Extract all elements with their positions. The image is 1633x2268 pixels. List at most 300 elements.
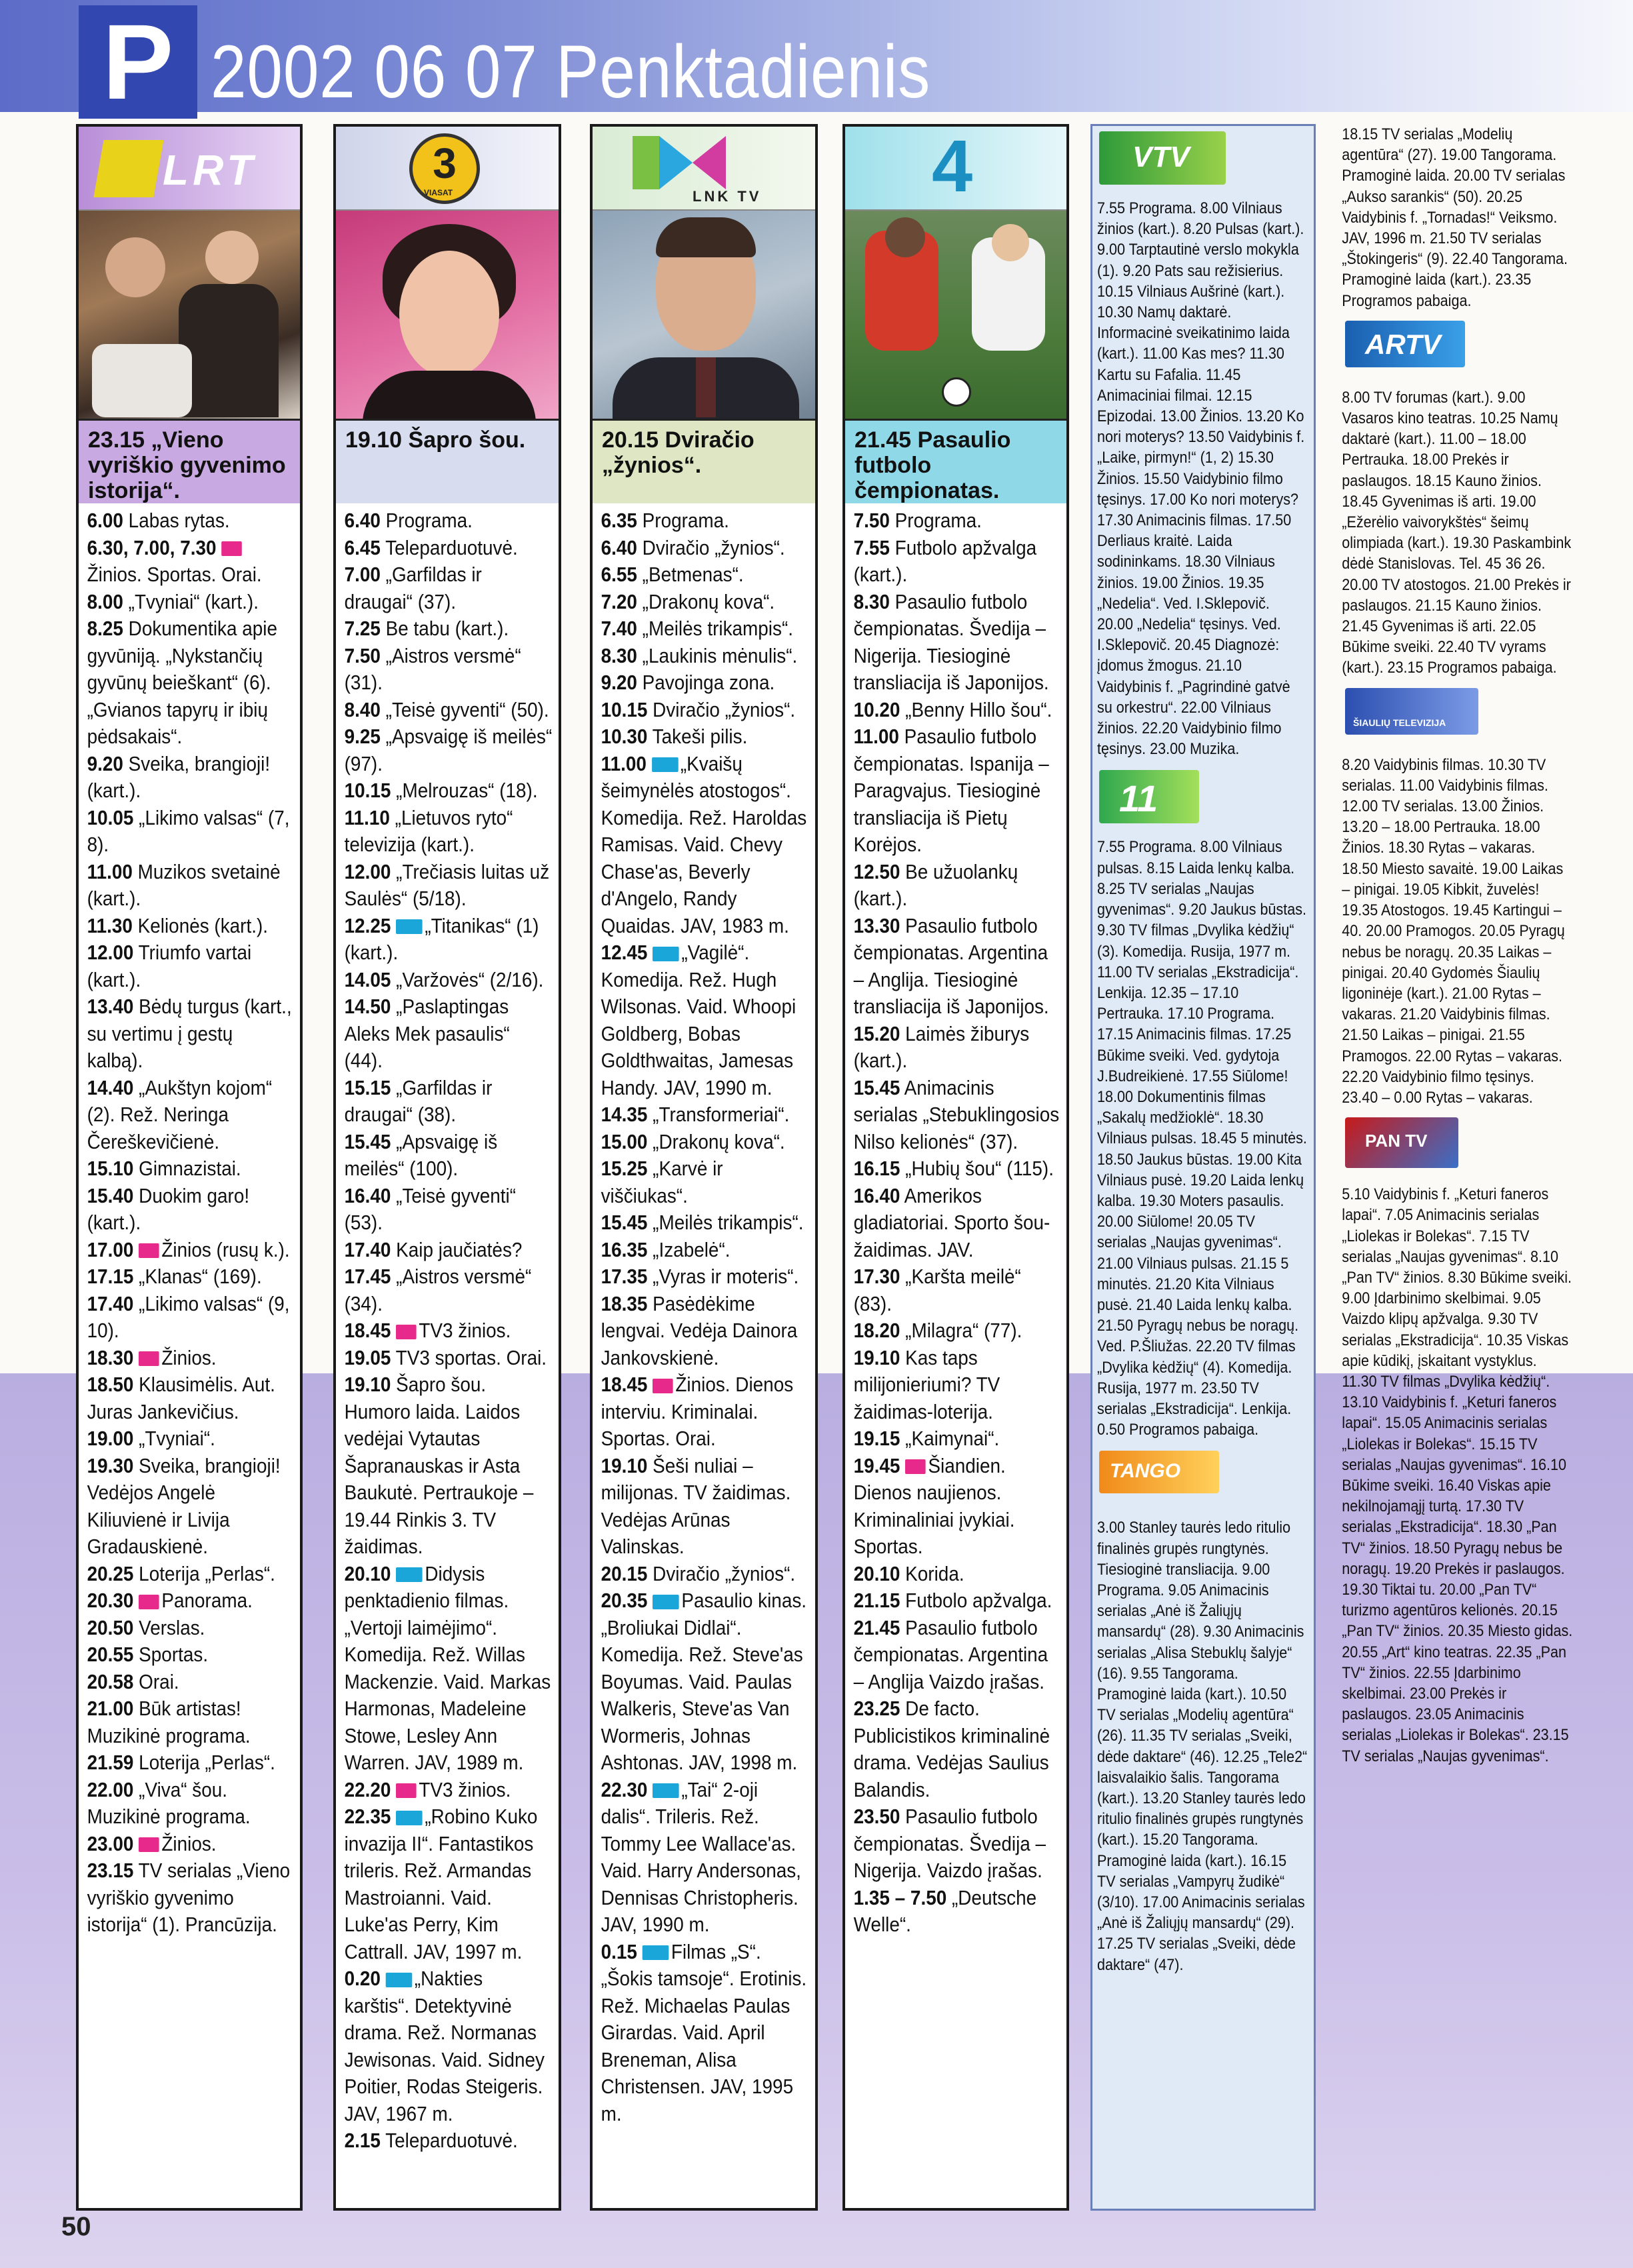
schedule-time: 19.10 bbox=[853, 1345, 900, 1369]
schedule-item bbox=[345, 859, 553, 913]
schedule-time: 17.45 bbox=[344, 1265, 391, 1288]
schedule-item bbox=[601, 535, 809, 562]
schedule-title: „Viva“ šou. Muzikinė programa. bbox=[87, 1777, 251, 1828]
schedule-item bbox=[854, 1803, 1060, 1885]
schedule-item bbox=[601, 1155, 809, 1209]
schedule-item bbox=[854, 1345, 1060, 1426]
schedule-item bbox=[87, 751, 294, 805]
schedule-title: „Aistros versmė“ (34). bbox=[344, 1265, 532, 1315]
schedule-title: Laimės žiburys (kart.). bbox=[853, 1021, 1030, 1072]
schedule-time: 10.05 bbox=[87, 805, 134, 829]
schedule-item bbox=[87, 1777, 294, 1831]
schedule-item bbox=[345, 507, 553, 535]
schedule-title: Sveika, brangioji! (kart.). bbox=[87, 751, 271, 802]
ltv11-logo-text: 11 bbox=[1119, 777, 1158, 820]
lrt-photo bbox=[79, 211, 300, 421]
schedule-item bbox=[87, 1587, 294, 1615]
schedule-time: 17.00 bbox=[87, 1237, 134, 1261]
schedule-title: „Vagilė“. Komedija. Rež. Hugh Wilsonas. Vaid. Whoopi Goldberg, Bobas Goldthwaitas, Jamesas Handy. JAV, 1990 m. bbox=[601, 941, 797, 1099]
schedule-item bbox=[854, 859, 1060, 913]
schedule-time: 18.20 bbox=[853, 1319, 900, 1342]
schedule-title: Kas taps milijonieriumi? TV žaidimas-loterija. bbox=[853, 1345, 1000, 1423]
schedule-time: 20.50 bbox=[87, 1615, 134, 1639]
schedule-title: Animacinis serialas „Stebuklingosios Nilso kelionės“ (37). bbox=[853, 1075, 1060, 1153]
schedule-item bbox=[601, 669, 809, 697]
schedule-title: „Likimo valsas“ (9, 10). bbox=[87, 1291, 290, 1342]
tv4-highlight: 21.45 Pasaulio futbolo čempionatas. bbox=[845, 421, 1066, 503]
schedule-time: 12.00 bbox=[344, 859, 391, 883]
schedule-title: Be tabu (kart.). bbox=[385, 617, 509, 640]
schedule-item bbox=[601, 1453, 809, 1561]
schedule-item bbox=[854, 1155, 1060, 1183]
vtv-logo bbox=[1092, 131, 1314, 191]
schedule-title: Programa. bbox=[642, 509, 729, 532]
schedule-item bbox=[345, 1075, 553, 1129]
schedule-item bbox=[87, 859, 294, 913]
schedule-title: „Izabelė“. bbox=[653, 1237, 731, 1261]
schedule-title: Orai. bbox=[139, 1669, 179, 1693]
schedule-title: TV serialas „Vieno vyriškio gyvenimo istorija“ (1). Prancūzija. bbox=[87, 1859, 291, 1936]
schedule-time: 0.20 bbox=[344, 1967, 381, 1990]
schedule-time: 7.50 bbox=[344, 643, 381, 667]
schedule-title: Pasaulio futbolo čempionatas. Argentina – Anglija. Tiesioginė transliacija iš Japonijos. bbox=[853, 913, 1049, 1018]
schedule-item bbox=[601, 1129, 809, 1156]
schedule-item bbox=[854, 507, 1060, 535]
film-mark-icon bbox=[653, 1783, 679, 1798]
regional-column-2 bbox=[1338, 124, 1578, 2211]
schedule-item bbox=[87, 1695, 294, 1749]
schedule-time: 15.10 bbox=[87, 1157, 134, 1180]
schedule-item bbox=[87, 1075, 294, 1156]
schedule-title: „Karšta meilė“ (83). bbox=[853, 1265, 1021, 1315]
schedule-title: Šiandien. Dienos naujienos. Kriminaliniai įvykiai. Sportas. bbox=[853, 1453, 1015, 1558]
schedule-item bbox=[854, 1021, 1060, 1075]
schedule-item bbox=[87, 1183, 294, 1237]
schedule-title: Dviračio „žynios“. bbox=[642, 535, 785, 559]
schedule-title: „Kaimynai“. bbox=[905, 1427, 1000, 1450]
schedule-title: Muzikos svetainė (kart.). bbox=[87, 859, 281, 910]
schedule-title: „Teisė gyventi“ (53). bbox=[344, 1183, 517, 1234]
schedule-item bbox=[601, 1263, 809, 1291]
schedule-item bbox=[345, 643, 553, 697]
schedule-item bbox=[345, 723, 553, 777]
schedule-item bbox=[87, 1615, 294, 1642]
regional-column-1 bbox=[1090, 124, 1316, 2211]
schedule-item bbox=[87, 1857, 294, 1939]
schedule-item bbox=[601, 561, 809, 589]
schedule-time: 12.00 bbox=[87, 941, 134, 964]
schedule-title: Šeši nuliai – milijonas. TV žaidimas. Vedėjas Arūnas Valinskas. bbox=[601, 1453, 791, 1558]
schedule-title: „Apsvaigę iš meilės“ (97). bbox=[344, 725, 553, 775]
schedule-title: Būk artistas! Muzikinė programa. bbox=[87, 1697, 251, 1747]
tango-schedule-cont: 18.15 TV serialas „Modelių agentūra“ (27). 19.00 Tangorama. Pramoginė laida. 20.00 TV serialas „Aukso sarankis“ (50). 20.25 Vaidybinis f. „Tornadas!“ Veiksmo. JAV, 1996 m. 21.50 TV serialas „Štokingeris“ (9). 22.40 Tangorama. Pramoginė laida (kart.). 23.35 Programos pabaiga. bbox=[1342, 125, 1568, 310]
schedule-title: TV3 žinios. bbox=[419, 1319, 511, 1342]
schedule-title: Šapro šou. Humoro laida. Laidos vedėjai Vytautas Šapranauskas ir Asta Baukutė. Pertraukoje – 19.44 Rinkis 3. TV žaidimas. bbox=[344, 1373, 534, 1558]
schedule-time: 6.30, 7.00, 7.30 bbox=[87, 535, 217, 559]
schedule-item bbox=[601, 1371, 809, 1453]
schedule-item bbox=[854, 1695, 1060, 1803]
schedule-title: TV3 sportas. Orai. bbox=[395, 1345, 547, 1369]
schedule-time: 14.40 bbox=[87, 1075, 134, 1099]
schedule-item bbox=[345, 1777, 553, 1804]
schedule-item bbox=[87, 1641, 294, 1669]
tv3-logo-sub: VIASAT bbox=[424, 188, 453, 197]
schedule-time: 2.15 bbox=[344, 2129, 381, 2152]
schedule-item bbox=[854, 1453, 1060, 1561]
schedule-item bbox=[854, 1425, 1060, 1453]
lnk-logo-text: LNK TV bbox=[693, 188, 762, 205]
schedule-title: Futbolo apžvalga. bbox=[905, 1589, 1052, 1612]
schedule-title: Teleparduotuvė. bbox=[385, 535, 518, 559]
schedule-time: 18.45 bbox=[601, 1373, 648, 1396]
schedule-time: 20.25 bbox=[87, 1561, 134, 1585]
schedule-time: 11.10 bbox=[344, 805, 390, 829]
schedule-time: 7.40 bbox=[601, 617, 637, 640]
channel-column-lnk bbox=[590, 124, 818, 2211]
schedule-title: Sveika, brangioji! Vedėjos Angelė Kiliuvienė ir Livija Gradauskienė. bbox=[87, 1453, 281, 1558]
tv3-highlight: 19.10 Šapro šou. bbox=[336, 421, 559, 503]
schedule-time: 20.10 bbox=[853, 1561, 900, 1585]
news-mark-icon bbox=[221, 541, 242, 556]
schedule-time: 21.15 bbox=[853, 1589, 900, 1612]
schedule-item bbox=[854, 1183, 1060, 1264]
artv-logo-text: ARTV bbox=[1365, 328, 1441, 360]
schedule-time: 14.50 bbox=[344, 995, 391, 1018]
schedule-title: „Garfildas ir draugai“ (38). bbox=[344, 1075, 493, 1126]
schedule-item bbox=[601, 507, 809, 535]
schedule-time: 0.15 bbox=[601, 1939, 637, 1963]
schedule-item bbox=[345, 1561, 553, 1777]
schedule-time: 21.45 bbox=[853, 1615, 900, 1639]
vtv-schedule: 7.55 Programa. 8.00 Vilniaus žinios (kart.). 8.20 Pulsas (kart.). 9.00 Tarptautinė verslo mokykla (1). 9.20 Pats sau režisierius. 10.15 Vilniaus Aušrinė (kart.). 10.30 Namų daktarė. Informacinė sveikatinimo laida (kart.). 11.00 Kas mes? 11.30 Kartu su Fafalia. 11.45 Animaciniai filmai. 12.15 Epizodai. 13.00 Žinios. 13.20 Ko nori moterys? 13.50 Vaidybinis f. „Laike, pirmyn!“ (1, 2) 15.30 Žinios. 15.50 Vaidybinio filmo tęsinys. 17.00 Ko nori moterys? 17.30 Animacinis filmas. 17.50 Derliaus kraitė. Laida sodininkams. 18.30 Vilniaus žinios. 19.00 Žinios. 19.35 „Nedelia“. Ved. I.Sklepovič. 20.00 „Nedelia“ tęsinys. Ved. I.Sklepovič. 20.45 Diagnozė: įdomus žmogus. 21.10 Vaidybinis f. „Pagrindinė gatvė su orkestru“. 22.00 Vilniaus žinios. 22.20 Vaidybinio filmo tęsinys. 23.00 Muzika. bbox=[1097, 199, 1305, 759]
schedule-item bbox=[345, 805, 553, 859]
schedule-time: 21.59 bbox=[87, 1751, 134, 1774]
schedule-item bbox=[87, 1237, 294, 1264]
schedule-title: Verslas. bbox=[139, 1615, 205, 1639]
schedule-time: 12.45 bbox=[601, 941, 648, 964]
schedule-time: 6.00 bbox=[87, 509, 123, 532]
schedule-title: „Tvyniai“. bbox=[139, 1427, 215, 1450]
schedule-item bbox=[854, 589, 1060, 697]
schedule-title: „Kvaišų šeimynėlės atostogos“. Komedija. Rež. Haroldas Ramisas. Vaid. Chevy Chase'as, Beverly d'Angelo, Randy Quaidas. JAV, 1983 m. bbox=[601, 751, 807, 937]
schedule-time: 20.35 bbox=[601, 1589, 648, 1612]
schedule-title: Dviračio „žynios“. bbox=[653, 1561, 796, 1585]
schedule-item bbox=[601, 1291, 809, 1372]
stv-logo-text: ŠIAULIŲ TELEVIZIJA bbox=[1353, 717, 1446, 728]
schedule-time: 17.30 bbox=[853, 1265, 900, 1288]
schedule-time: 20.10 bbox=[344, 1561, 391, 1585]
schedule-title: TV3 žinios. bbox=[419, 1777, 511, 1801]
schedule-item bbox=[601, 589, 809, 616]
schedule-time: 18.50 bbox=[87, 1373, 134, 1396]
schedule-title: „Aistros versmė“ (31). bbox=[344, 643, 521, 694]
schedule-time: 8.30 bbox=[853, 589, 890, 613]
schedule-item bbox=[87, 1425, 294, 1453]
schedule-title: „Milagra“ (77). bbox=[905, 1319, 1022, 1342]
schedule-item bbox=[854, 913, 1060, 1021]
schedule-item bbox=[601, 615, 809, 643]
schedule-item bbox=[345, 1317, 553, 1345]
schedule-title: Dokumentika apie gyvūniją. „Nykstančių gyvūnų beieškant“ (6). „Gvianos tapyrų ir ibių pėdsakais“. bbox=[87, 617, 277, 748]
schedule-title: „Apsvaigę iš meilės“ (100). bbox=[344, 1129, 498, 1180]
schedule-time: 7.20 bbox=[601, 589, 637, 613]
schedule-item bbox=[854, 723, 1060, 859]
schedule-title: Amerikos gladiatoriai. Sporto šou-žaidimas. JAV. bbox=[853, 1183, 1050, 1261]
schedule-item bbox=[601, 939, 809, 1101]
schedule-item bbox=[87, 589, 294, 616]
schedule-time: 9.20 bbox=[601, 671, 637, 694]
schedule-item bbox=[345, 1803, 553, 1965]
lrt-logo bbox=[79, 127, 300, 211]
schedule-time: 10.30 bbox=[601, 725, 648, 748]
page-title: 2002 06 07 Penktadienis bbox=[211, 30, 931, 113]
tango-logo-text: TANGO bbox=[1110, 1460, 1181, 1483]
schedule-title: Teleparduotuvė. bbox=[385, 2129, 518, 2152]
schedule-time: 23.50 bbox=[853, 1805, 900, 1828]
news-mark-icon bbox=[139, 1595, 159, 1609]
schedule-time: 19.30 bbox=[87, 1453, 134, 1477]
schedule-time: 10.20 bbox=[853, 697, 900, 721]
schedule-item bbox=[345, 1345, 553, 1372]
schedule-time: 10.15 bbox=[601, 697, 648, 721]
news-mark-icon bbox=[139, 1837, 159, 1852]
schedule-time: 20.58 bbox=[87, 1669, 134, 1693]
lnk-highlight: 20.15 Dviračio „žynios“. bbox=[593, 421, 815, 503]
schedule-title: Pasaulio futbolo čempionatas. Švedija – Nigerija. Vaizdo įrašas. bbox=[853, 1805, 1046, 1882]
schedule-time: 17.40 bbox=[87, 1291, 134, 1315]
schedule-title: Programa. bbox=[894, 509, 982, 532]
schedule-title: Loterija „Perlas“. bbox=[139, 1751, 275, 1774]
stv-logo bbox=[1338, 688, 1578, 748]
schedule-time: 17.40 bbox=[344, 1237, 391, 1261]
schedule-item bbox=[87, 615, 294, 751]
schedule-title: Kaip jaučiatės? bbox=[396, 1237, 523, 1261]
news-mark-icon bbox=[905, 1459, 926, 1474]
schedule-title: Pasaulio futbolo čempionatas. Ispanija – Paragvajus. Tiesioginė transliacija iš Pietų Korėjos. bbox=[853, 725, 1049, 856]
page-number: 50 bbox=[61, 2212, 91, 2241]
schedule-time: 8.25 bbox=[87, 617, 123, 640]
schedule-title: Loterija „Perlas“. bbox=[139, 1561, 275, 1585]
schedule-time: 19.10 bbox=[601, 1453, 648, 1477]
schedule-item bbox=[601, 1777, 809, 1939]
artv-schedule: 8.00 TV forumas (kart.). 9.00 Vasaros kino teatras. 10.25 Namų daktarė (kart.). 11.00 – 18.00 Pertrauka. 18.00 Prekės ir paslaugos. 18.15 Kauno žinios. 18.45 Gyvenimas iš arti. 19.00 „Ežerėlio vaivorykštės“ šeimų olimpiada (kart.). 19.30 Paskambink dėdė Stanislovas. Tel. 45 36 26. 20.00 TV atostogos. 21.00 Prekės ir paslaugos. 21.15 Kauno žinios. 21.45 Gyvenimas iš arti. 22.05 Būkime sveiki. 22.40 TV vyrams (kart.). 23.15 Programos pabaiga. bbox=[1342, 388, 1572, 677]
schedule-item bbox=[601, 1209, 809, 1237]
tv4-logo bbox=[845, 127, 1066, 211]
schedule-item bbox=[601, 643, 809, 670]
schedule-time: 11.00 bbox=[601, 751, 647, 775]
schedule-title: „Likimo valsas“ (7, 8). bbox=[87, 805, 290, 856]
schedule-item bbox=[87, 1371, 294, 1425]
schedule-title: Be užuolankų (kart.). bbox=[853, 859, 1018, 910]
schedule-title: „Meilės trikampis“. bbox=[653, 1211, 804, 1234]
schedule-item bbox=[345, 615, 553, 643]
tv3-schedule bbox=[336, 503, 559, 2155]
schedule-title: „Meilės trikampis“. bbox=[642, 617, 793, 640]
schedule-time: 8.40 bbox=[344, 697, 381, 721]
schedule-title: „Titanikas“ (1) (kart.). bbox=[344, 913, 539, 964]
schedule-title: Bėdų turgus (kart., su vertimu į gestų kalbą). bbox=[87, 995, 292, 1072]
schedule-title: Gimnazistai. bbox=[139, 1157, 241, 1180]
schedule-item bbox=[87, 1669, 294, 1696]
schedule-item bbox=[87, 507, 294, 535]
schedule-title: Pasėdėkime lengvai. Vedėja Dainora Jankovskienė. bbox=[601, 1291, 798, 1369]
schedule-title: Žinios. bbox=[161, 1345, 217, 1369]
schedule-title: „Nakties karštis“. Detektyvinė drama. Rež. Normanas Jewisonas. Vaid. Sidney Poitier, Rodas Steigeris. JAV, 1967 m. bbox=[344, 1967, 545, 2125]
schedule-time: 7.25 bbox=[344, 617, 381, 640]
schedule-time: 20.55 bbox=[87, 1643, 134, 1666]
schedule-time: 18.45 bbox=[344, 1319, 391, 1342]
schedule-time: 10.15 bbox=[344, 779, 391, 802]
schedule-title: Korida. bbox=[905, 1561, 964, 1585]
schedule-time: 22.00 bbox=[87, 1777, 134, 1801]
schedule-time: 16.40 bbox=[853, 1183, 900, 1207]
schedule-time: 16.35 bbox=[601, 1237, 648, 1261]
schedule-time: 6.40 bbox=[601, 535, 637, 559]
schedule-item bbox=[345, 1965, 553, 2127]
schedule-time: 12.25 bbox=[344, 913, 391, 937]
channel-column-tv3 bbox=[333, 124, 561, 2211]
schedule-title: „Betmenas“. bbox=[642, 563, 744, 586]
schedule-item bbox=[345, 561, 553, 615]
schedule-time: 14.35 bbox=[601, 1103, 648, 1126]
schedule-item bbox=[87, 1345, 294, 1372]
schedule-title: Žinios (rusų k.). bbox=[161, 1237, 290, 1261]
tv3-logo bbox=[336, 127, 559, 211]
schedule-item bbox=[854, 1615, 1060, 1696]
schedule-title: „Varžovės“ (2/16). bbox=[396, 967, 544, 991]
schedule-item bbox=[345, 697, 553, 724]
schedule-title: Triumfo vartai (kart.). bbox=[87, 941, 252, 991]
tv4-photo bbox=[845, 211, 1066, 421]
schedule-title: „Deutsche Welle“. bbox=[853, 1885, 1037, 1936]
schedule-item bbox=[601, 697, 809, 724]
schedule-title: Futbolo apžvalga (kart.). bbox=[853, 535, 1037, 586]
schedule-time: 15.45 bbox=[344, 1129, 391, 1153]
schedule-item bbox=[854, 697, 1060, 724]
ltv11-schedule: 7.55 Programa. 8.00 Vilniaus pulsas. 8.15 Laida lenkų kalba. 8.25 TV serialas „Naujas gyvenimas“. 9.20 Jaukus būstas. 9.30 TV filmas „Dvylika kėdžių“ (3). Komedija. Rusija, 1977 m. 11.00 TV serialas „Ekstradicija“. Lenkija. 12.35 – 17.10 Pertrauka. 17.10 Programa. 17.15 Animacinis filmas. 17.25 Būkime sveiki. Ved. gydytoja J.Budreikienė. 17.55 Siūlome! 18.00 Dokumentinis filmas „Sakalų medžioklė“. 18.30 Vilniaus pulsas. 18.45 5 minutės. 18.50 Jaukus būstas. 19.00 Kita Vilniaus pusė. 19.20 Laida lenkų kalba. 19.30 Moters pasaulis. 20.00 Siūlome! 20.05 TV serialas „Naujas gyvenimas“. 21.00 Vilniaus pulsas. 21.15 5 minutės. 21.20 Kita Vilniaus pusė. 21.40 Laida lenkų kalba. 21.50 Pyragų nebus be noragų. Ved. P.Šliužas. 22.20 TV filmas „Dvylika kėdžių“ (4). Komedija. Rusija, 1977 m. 23.50 TV serialas „Ekstradicija“. Lenkija. 0.50 Programos pabaiga. bbox=[1097, 838, 1307, 1439]
schedule-item bbox=[87, 993, 294, 1075]
schedule-time: 16.40 bbox=[344, 1183, 391, 1207]
schedule-title: Didysis penktadienio filmas. „Vertoji laimėjimo“. Komedija. Rež. Willas Mackenzie. Vaid. Markas Harmonas, Madeleine Stowe, Lesley Ann Warren. JAV, 1989 m. bbox=[344, 1561, 551, 1774]
tango-schedule: 3.00 Stanley taurės ledo ritulio finalinės grupės rungtynės. Tiesioginė transliacija. 9.00 Programa. 9.05 Animacinis serialas „Anė iš Žaliųjų mansardų“ (28). 9.30 Animacinis serialas „Alisa Stebuklų šalyje“ (16). 9.55 Tangorama. Pramoginė laida (kart.). 10.50 TV serialas „Modelių agentūra“ (26). 11.35 TV serialas „Sveiki, dėde daktare“ (46). 12.25 „Tele2“ laisvalaikio šalis. Tangorama (kart.). 13.20 Stanley taurės ledo ritulio finalinės grupės rungtynės (kart.). 15.20 Tangorama. Pramoginė laida (kart.). 16.15 TV serialas „Vampyrų žudikė“ (3/10). 17.00 Animacinis serialas „Anė iš Žaliųjų mansardų“ (29). 17.25 TV serialas „Sveiki, dėde daktare“ (47). bbox=[1097, 1519, 1308, 1974]
schedule-time: 11.00 bbox=[87, 859, 133, 883]
schedule-title: „Teisė gyventi“ (50). bbox=[385, 697, 549, 721]
schedule-item bbox=[601, 1561, 809, 1588]
schedule-time: 20.30 bbox=[87, 1589, 134, 1612]
schedule-title: „Aukštyn kojom“ (2). Rež. Neringa Čereškevičienė. bbox=[87, 1075, 273, 1153]
schedule-title: Sportas. bbox=[139, 1643, 209, 1666]
schedule-title: Labas rytas. bbox=[128, 509, 230, 532]
schedule-time: 19.15 bbox=[853, 1427, 900, 1450]
news-mark-icon bbox=[139, 1351, 159, 1366]
news-mark-icon bbox=[139, 1243, 159, 1258]
schedule-item bbox=[601, 1939, 809, 2128]
channel-column-tv4 bbox=[842, 124, 1069, 2211]
tv4-logo-number: 4 bbox=[932, 127, 973, 207]
schedule-time: 6.40 bbox=[344, 509, 381, 532]
lrt-logo-text: LRT bbox=[163, 146, 257, 194]
schedule-time: 23.25 bbox=[853, 1697, 900, 1720]
schedule-time: 17.15 bbox=[87, 1265, 134, 1288]
schedule-item bbox=[87, 1831, 294, 1858]
schedule-title: „Drakonų kova“. bbox=[642, 589, 775, 613]
schedule-item bbox=[601, 1101, 809, 1129]
schedule-title: „Trečiasis luitas už Saulės“ (5/18). bbox=[344, 859, 550, 910]
section-letter: P bbox=[79, 5, 197, 119]
schedule-title: Programa. bbox=[385, 509, 473, 532]
schedule-item bbox=[601, 1587, 809, 1777]
tango-logo bbox=[1092, 1451, 1314, 1511]
schedule-time: 13.40 bbox=[87, 995, 134, 1018]
schedule-time: 20.15 bbox=[601, 1561, 648, 1585]
pantv-logo-text: PAN TV bbox=[1365, 1131, 1428, 1151]
schedule-title: Kelionės (kart.). bbox=[137, 913, 269, 937]
schedule-time: 7.55 bbox=[853, 535, 890, 559]
schedule-title: Dviračio „žynios“. bbox=[653, 697, 796, 721]
film-mark-icon bbox=[396, 919, 423, 934]
schedule-title: „Benny Hillo šou“. bbox=[905, 697, 1052, 721]
schedule-item bbox=[345, 1263, 553, 1317]
schedule-item bbox=[87, 913, 294, 940]
schedule-time: 13.30 bbox=[853, 913, 900, 937]
schedule-title: „Paslaptingas Aleks Mek pasaulis“ (44). bbox=[344, 995, 510, 1072]
schedule-item bbox=[345, 993, 553, 1075]
news-mark-icon bbox=[396, 1783, 417, 1798]
lrt-schedule bbox=[79, 503, 300, 1939]
schedule-item bbox=[345, 1371, 553, 1561]
schedule-title: „Karvė ir viščiukas“. bbox=[601, 1157, 723, 1207]
schedule-title: Žinios. Dienos interviu. Kriminalai. Sportas. Orai. bbox=[601, 1373, 794, 1450]
schedule-title: „Garfildas ir draugai“ (37). bbox=[344, 563, 482, 613]
artv-logo bbox=[1338, 321, 1578, 381]
schedule-time: 9.20 bbox=[87, 751, 123, 775]
schedule-item bbox=[345, 777, 553, 805]
schedule-time: 11.00 bbox=[853, 725, 899, 748]
schedule-title: „Transformeriai“. bbox=[653, 1103, 790, 1126]
schedule-title: „Tvyniai“ (kart.). bbox=[128, 589, 259, 613]
schedule-title: Pasaulio kinas. „Broliukai Didlai“. Komedija. Rež. Steve'as Boyumas. Vaid. Paulas Walkeris, Steve'as Van Wormeris, Johnas Ashtonas. JAV, 1998 m. bbox=[601, 1589, 807, 1774]
schedule-item bbox=[345, 535, 553, 562]
schedule-time: 8.00 bbox=[87, 589, 123, 613]
news-mark-icon bbox=[653, 1379, 673, 1393]
news-mark-icon bbox=[396, 1325, 417, 1339]
schedule-item bbox=[87, 1749, 294, 1777]
schedule-time: 7.50 bbox=[853, 509, 890, 532]
schedule-time: 19.10 bbox=[344, 1373, 391, 1396]
schedule-time: 15.45 bbox=[853, 1075, 900, 1099]
schedule-title: Žinios. Sportas. Orai. bbox=[87, 563, 262, 586]
schedule-time: 15.25 bbox=[601, 1157, 648, 1180]
schedule-item bbox=[854, 1317, 1060, 1345]
schedule-item bbox=[87, 1155, 294, 1183]
schedule-item bbox=[345, 1183, 553, 1237]
schedule-time: 6.55 bbox=[601, 563, 637, 586]
schedule-title: Pasaulio futbolo čempionatas. Argentina – Anglija Vaizdo įrašas. bbox=[853, 1615, 1048, 1693]
schedule-time: 15.20 bbox=[853, 1021, 900, 1045]
schedule-title: „Klanas“ (169). bbox=[139, 1265, 262, 1288]
stv-schedule: 8.20 Vaidybinis filmas. 10.30 TV serialas. 11.00 Vaidybinis filmas. 12.00 TV serialas. 13.00 Žinios. 13.20 – 18.00 Pertrauka. 18.00 Žinios. 18.30 Rytas – vakaras. 18.50 Miesto savaitė. 19.00 Laikas – pinigai. 19.05 Kibkit, žuvelės! 19.35 Atostogos. 19.45 Kartingui – 40. 20.00 Pramogos. 20.05 Pyragų nebus be noragų. 20.35 Laikas – pinigai. 20.40 Gydomės Šiaulių ligoninėje (kart.). 21.00 Rytas – vakaras. 21.20 Vaidybinis filmas. 21.50 Laikas – pinigai. 21.55 Pramogos. 22.00 Rytas – vakaras. 22.20 Vaidybinio filmo tęsinys. 23.40 – 0.00 Rytas – vakaras. bbox=[1342, 755, 1565, 1107]
schedule-time: 6.45 bbox=[344, 535, 381, 559]
ltv11-logo bbox=[1092, 770, 1314, 830]
schedule-item bbox=[87, 805, 294, 859]
schedule-item bbox=[854, 1885, 1060, 1939]
schedule-item bbox=[87, 939, 294, 993]
schedule-time: 17.35 bbox=[601, 1265, 648, 1288]
schedule-title: Duokim garo! (kart.). bbox=[87, 1183, 250, 1234]
schedule-item bbox=[854, 1263, 1060, 1317]
schedule-item bbox=[345, 913, 553, 967]
schedule-time: 19.00 bbox=[87, 1427, 134, 1450]
